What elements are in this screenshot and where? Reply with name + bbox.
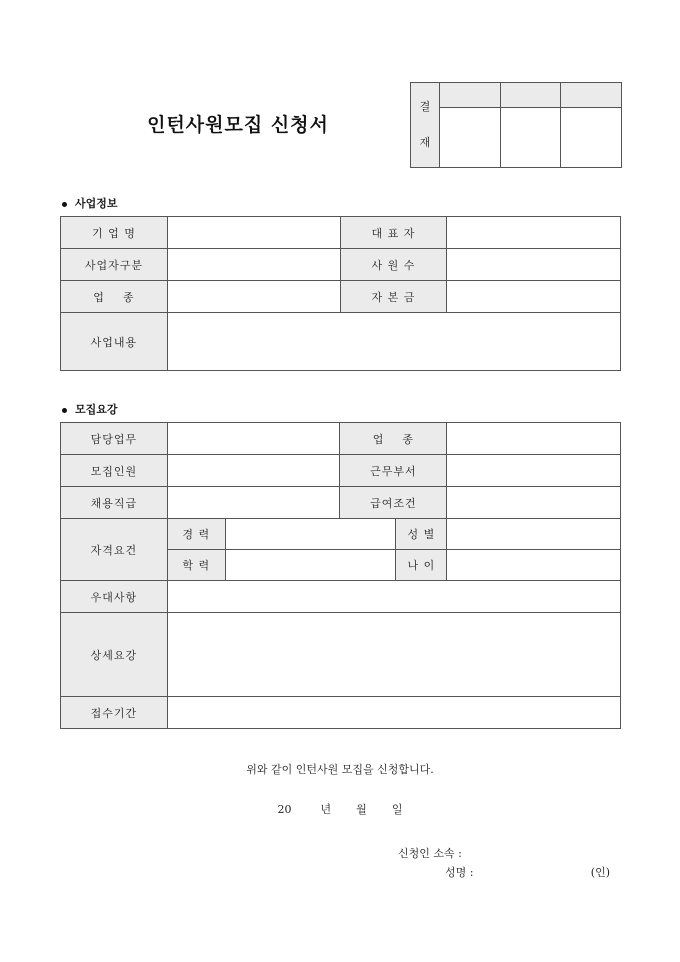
label-period: 접수기간 [61,697,168,729]
date-line [0,801,680,817]
label-company-name: 기 업 명 [61,217,168,249]
date-prefix: 20 [277,803,292,816]
field-job-industry[interactable] [447,423,621,455]
label-benefits: 우대사항 [61,581,168,613]
field-recruits[interactable] [167,455,340,487]
field-age[interactable] [447,550,621,581]
applicant-name-label: 성명 : [445,866,474,879]
business-info-table [60,216,621,371]
approval-table [410,82,622,168]
recruitment-table [60,422,621,729]
page-title: 인턴사원모집 신청서 [147,114,329,136]
label-capital: 자 본 금 [340,281,447,313]
label-duty: 담당업무 [61,423,168,455]
field-business-content[interactable] [167,313,620,371]
date-year-label: 년 [320,803,332,816]
date-day-label: 일 [391,803,403,816]
label-industry: 업 종 [61,281,168,313]
field-company-name[interactable] [167,217,340,249]
field-benefits[interactable] [167,581,620,613]
label-salary: 급여조건 [340,487,447,519]
field-education[interactable] [225,550,396,581]
label-rank: 채용직급 [61,487,168,519]
label-business-type: 사업자구분 [61,249,168,281]
approval-header-cell [440,83,501,108]
approval-sign-cell[interactable] [440,108,501,168]
label-age: 나 이 [396,550,447,581]
field-period[interactable] [167,697,620,729]
field-department[interactable] [447,455,621,487]
bullet-icon [62,408,67,413]
approval-header-cell [500,83,561,108]
field-employees[interactable] [447,249,621,281]
label-gender: 성 별 [396,519,447,550]
approval-sign-cell[interactable] [500,108,561,168]
label-education: 학 력 [167,550,225,581]
section-heading-business: 사업정보 [62,195,118,211]
field-business-type[interactable] [167,249,340,281]
date-month-label: 월 [356,803,367,816]
approval-sign-cell[interactable] [561,108,622,168]
field-details[interactable] [167,613,620,697]
approval-label-2: 재 [419,136,431,149]
approval-header-cell [561,83,622,108]
field-rank[interactable] [167,487,340,519]
label-employees: 사 원 수 [340,249,447,281]
label-department: 근무부서 [340,455,447,487]
label-details: 상세요강 [61,613,168,697]
field-capital[interactable] [447,281,621,313]
label-career: 경 력 [167,519,225,550]
applicant-name-line [445,864,610,880]
label-ceo: 대 표 자 [340,217,447,249]
field-salary[interactable] [447,487,621,519]
label-qualification: 자격요건 [61,519,168,581]
seal-mark: (인) [590,866,610,879]
approval-label-1: 결 [419,100,431,113]
section-heading-recruitment: 모집요강 [62,401,118,417]
label-job-industry: 업 종 [340,423,447,455]
field-industry[interactable] [167,281,340,313]
label-recruits: 모집인원 [61,455,168,487]
statement-text: 위와 같이 인턴사원 모집을 신청합니다. [246,763,434,776]
field-ceo[interactable] [447,217,621,249]
applicant-affiliation: 신청인 소속 : [398,847,462,860]
label-business-content: 사업내용 [61,313,168,371]
field-duty[interactable] [167,423,340,455]
bullet-icon [62,202,67,207]
field-gender[interactable] [447,519,621,550]
approval-label [411,83,440,168]
field-career[interactable] [225,519,396,550]
